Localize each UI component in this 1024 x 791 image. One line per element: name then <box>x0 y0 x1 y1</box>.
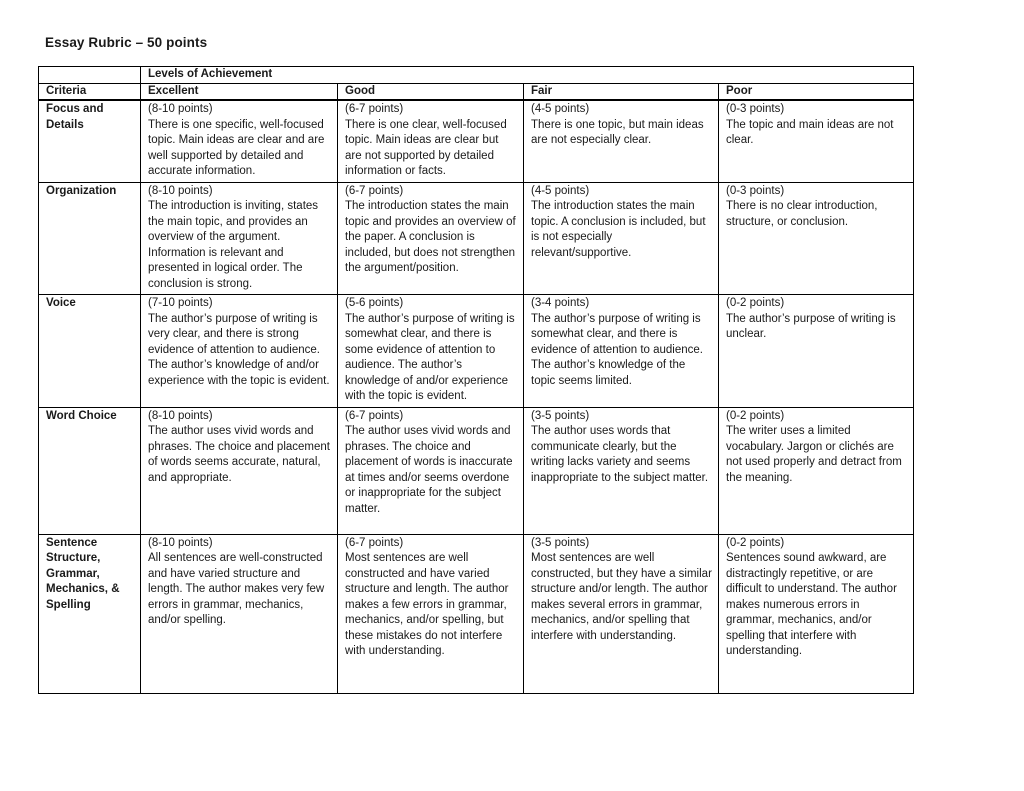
rubric-row-organization <box>39 182 914 295</box>
criteria-label: Sentence Structure, Grammar, Mechanics, & Spelling <box>39 534 141 693</box>
points-range: (3-5 points) <box>531 536 590 549</box>
points-range: (0-3 points) <box>726 103 785 115</box>
points-range: (3-4 points) <box>531 297 590 309</box>
points-range: (8-10 points) <box>148 409 213 422</box>
level-description: There is one topic, but main ideas are not especially clear. <box>531 118 704 146</box>
level-description: The writer uses a limited vocabulary. Jargon or clichés are not used properly and detract from the meaning. <box>726 425 902 484</box>
level-description: The introduction states the main topic. A conclusion is included, but is not especially relevant/supportive. <box>531 200 706 259</box>
level-description: All sentences are well-constructed and have varied structure and length. The author makes very few errors in grammar, mechanics, and/or spelling. <box>148 552 325 626</box>
level-description: The author’s purpose of writing is somewhat clear, and there is some evidence of attention to audience. The author’s knowledge of and/or experience with the topic is evident. <box>345 312 515 402</box>
points-range: (0-3 points) <box>726 184 785 197</box>
level-description: The introduction is inviting, states the main topic, and provides an overview of the argument. Information is relevant and presented in logical order. The conclusion is strong. <box>148 200 319 290</box>
level-description: The introduction states the main topic and provides an overview of the paper. A conclusion is included, but does not strengthen the argument/position. <box>345 200 516 274</box>
column-header-excellent: Excellent <box>141 83 338 100</box>
column-header-criteria: Criteria <box>39 83 141 100</box>
level-description: The author’s purpose of writing is unclear. <box>726 312 896 340</box>
rubric-table <box>38 66 914 694</box>
level-description: Sentences sound awkward, are distractingly repetitive, or are difficult to understand. The author makes numerous errors in grammar, mechanics, and/or spelling that interfere with understanding. <box>726 552 897 657</box>
cell-focus-excellent <box>141 100 338 182</box>
points-range: (0-2 points) <box>726 409 785 422</box>
cell-word-choice-excellent <box>141 407 338 534</box>
column-header-fair: Fair <box>524 83 719 100</box>
levels-header-row <box>39 67 914 84</box>
criteria-label: Voice <box>39 295 141 408</box>
level-description: There is no clear introduction, structure, or conclusion. <box>726 200 878 228</box>
rubric-row-word-choice <box>39 407 914 534</box>
rubric-row-sentence-structure <box>39 534 914 693</box>
cell-word-choice-good <box>338 407 524 534</box>
cell-voice-fair <box>524 295 719 408</box>
rubric-row-focus-details <box>39 100 914 182</box>
points-range: (8-10 points) <box>148 536 213 549</box>
cell-organization-fair <box>524 182 719 295</box>
cell-word-choice-poor <box>719 407 914 534</box>
cell-organization-excellent <box>141 182 338 295</box>
levels-of-achievement-header: Levels of Achievement <box>141 67 914 84</box>
points-range: (5-6 points) <box>345 297 404 309</box>
rubric-row-voice <box>39 295 914 408</box>
cell-organization-good <box>338 182 524 295</box>
cell-sentence-good <box>338 534 524 693</box>
cell-focus-fair <box>524 100 719 182</box>
points-range: (6-7 points) <box>345 103 404 115</box>
level-description: There is one specific, well-focused topic. Main ideas are clear and are well supported by detailed and accurate information. <box>148 118 325 177</box>
column-header-poor: Poor <box>719 83 914 100</box>
points-range: (0-2 points) <box>726 297 785 309</box>
level-description: The topic and main ideas are not clear. <box>726 118 894 146</box>
points-range: (8-10 points) <box>148 103 213 115</box>
page-title: Essay Rubric – 50 points <box>45 35 208 50</box>
points-range: (6-7 points) <box>345 184 404 197</box>
cell-voice-good <box>338 295 524 408</box>
points-range: (3-5 points) <box>531 409 590 422</box>
points-range: (6-7 points) <box>345 536 404 549</box>
points-range: (6-7 points) <box>345 409 404 422</box>
cell-sentence-excellent <box>141 534 338 693</box>
criteria-label: Word Choice <box>39 407 141 534</box>
cell-voice-poor <box>719 295 914 408</box>
points-range: (0-2 points) <box>726 536 785 549</box>
level-description: Most sentences are well constructed, but they have a similar structure and/or length. The author makes several errors in grammar, mechanics, and/or spelling that interfere with understanding. <box>531 552 712 642</box>
cell-sentence-fair <box>524 534 719 693</box>
cell-word-choice-fair <box>524 407 719 534</box>
corner-cell <box>39 67 141 84</box>
cell-organization-poor <box>719 182 914 295</box>
level-description: Most sentences are well constructed and have varied structure and length. The author makes a few errors in grammar, mechanics, and/or spelling, but these mistakes do not interfere with understanding. <box>345 552 509 657</box>
cell-focus-poor <box>719 100 914 182</box>
criteria-label: Focus and Details <box>39 100 141 182</box>
level-description: The author’s purpose of writing is somewhat clear, and there is evidence of attention to audience. The author’s knowledge of the topic seems limited. <box>531 312 703 387</box>
points-range: (8-10 points) <box>148 184 213 197</box>
level-description: The author uses words that communicate clearly, but the writing lacks variety and seems inappropriate to the subject matter. <box>531 425 709 484</box>
points-range: (7-10 points) <box>148 297 213 309</box>
level-description: There is one clear, well-focused topic. Main ideas are clear but are not supported by detailed information or facts. <box>345 118 507 177</box>
level-description: The author’s purpose of writing is very clear, and there is strong evidence of attention to audience. The author’s knowledge of and/or experience with the topic is evident. <box>148 312 330 387</box>
cell-voice-excellent <box>141 295 338 408</box>
criteria-label: Organization <box>39 182 141 295</box>
cell-sentence-poor <box>719 534 914 693</box>
cell-focus-good <box>338 100 524 182</box>
points-range: (4-5 points) <box>531 103 590 115</box>
level-description: The author uses vivid words and phrases. The choice and placement of words seems accurate, natural, and appropriate. <box>148 425 330 484</box>
points-range: (4-5 points) <box>531 184 590 197</box>
column-header-row <box>39 83 914 100</box>
level-description: The author uses vivid words and phrases. The choice and placement of words is inaccurate at times and/or seems overdone or inappropriate for the subject matter. <box>345 425 513 515</box>
column-header-good: Good <box>338 83 524 100</box>
